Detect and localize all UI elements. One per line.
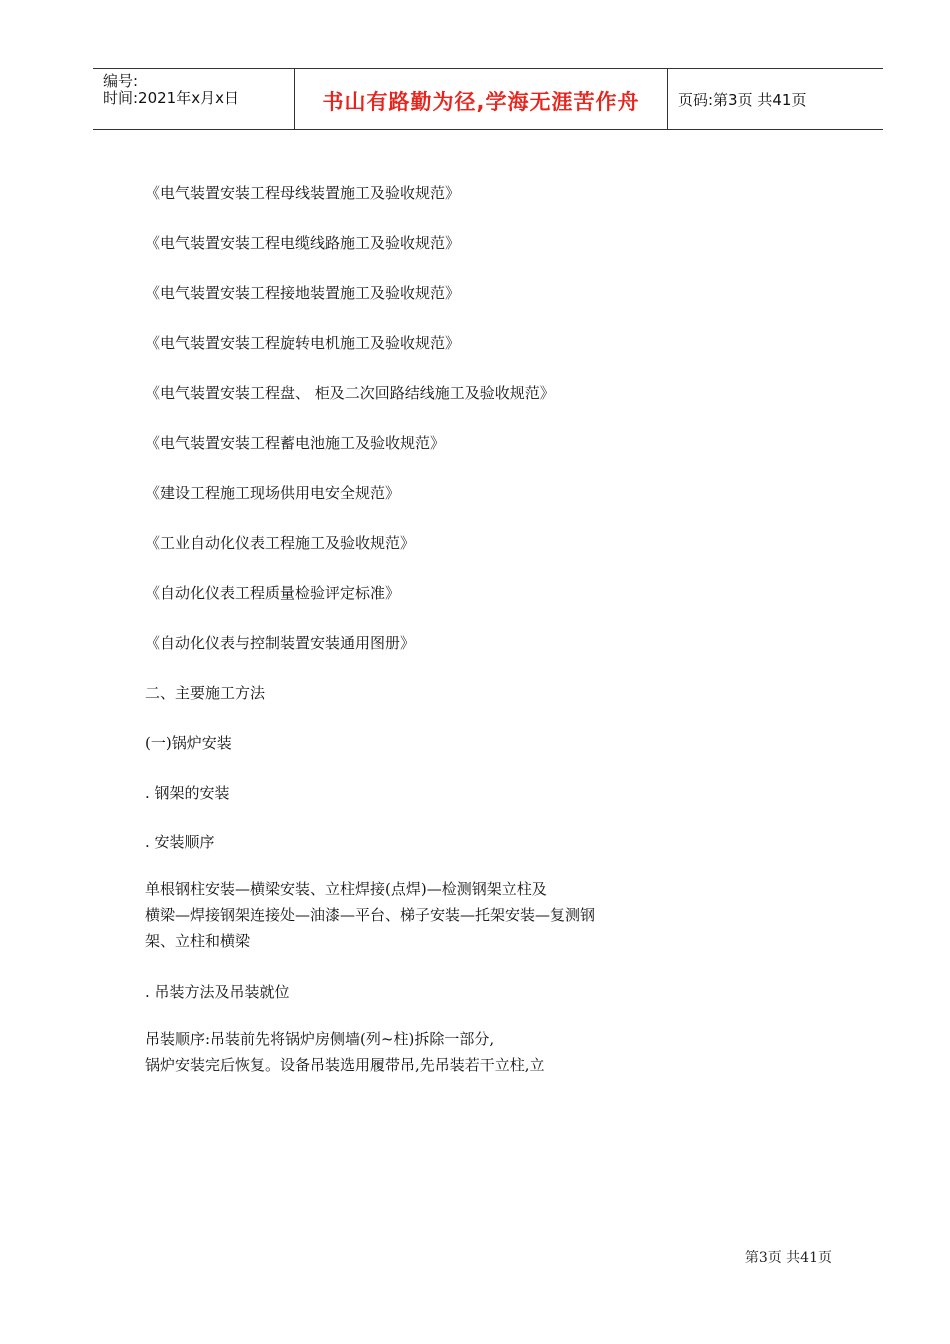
item-heading: . 钢架的安装 [145, 784, 230, 802]
paragraph-line: 横梁—焊接钢架连接处—油漆—平台、梯子安装—托架安装—复测钢 [145, 906, 596, 924]
standard-line: 《电气装置安装工程蓄电池施工及验收规范》 [145, 434, 446, 452]
item-heading: . 安装顺序 [145, 833, 215, 851]
standard-line: 《自动化仪表工程质量检验评定标准》 [145, 584, 401, 602]
page-header [93, 68, 883, 130]
doc-time-label: 时间:2021年x月x日 [103, 89, 239, 107]
footer-page-number: 第3页 共41页 [744, 1250, 832, 1266]
paragraph-install-sequence [145, 876, 595, 954]
paragraph-line: 锅炉安装完后恢复。设备吊装选用履带吊,先吊装若干立柱,立 [145, 1056, 545, 1074]
standard-line: 《电气装置安装工程盘、 柜及二次回路结线施工及验收规范》 [145, 384, 555, 402]
subsection-heading: (一)锅炉安装 [145, 734, 232, 752]
header-info-cell [93, 69, 295, 129]
standard-line: 《建设工程施工现场供用电安全规范》 [145, 484, 401, 502]
header-page-cell [668, 69, 883, 129]
section-heading: 二、主要施工方法 [145, 684, 266, 702]
paragraph-line: 单根钢柱安装—横梁安装、立柱焊接(点焊)—检测钢架立柱及 [145, 880, 547, 898]
header-page-number: 页码:第3页 共41页 [678, 91, 807, 109]
paragraph-hoisting [145, 1026, 545, 1078]
standard-line: 《工业自动化仪表工程施工及验收规范》 [145, 534, 416, 552]
standard-line: 《电气装置安装工程旋转电机施工及验收规范》 [145, 334, 461, 352]
standard-line: 《电气装置安装工程接地装置施工及验收规范》 [145, 284, 461, 302]
item-heading: . 吊装方法及吊装就位 [145, 983, 290, 1001]
standard-line: 《电气装置安装工程母线装置施工及验收规范》 [145, 184, 461, 202]
paragraph-line: 架、立柱和横梁 [145, 932, 251, 950]
standard-line: 《自动化仪表与控制装置安装通用图册》 [145, 634, 416, 652]
header-motto: 书山有路勤为径,学海无涯苦作舟 [322, 90, 640, 114]
standard-line: 《电气装置安装工程电缆线路施工及验收规范》 [145, 234, 461, 252]
paragraph-line: 吊装顺序:吊装前先将锅炉房侧墙(列~柱)拆除一部分, [145, 1030, 495, 1048]
header-motto-cell [295, 69, 668, 129]
doc-number-label: 编号: [103, 72, 139, 90]
